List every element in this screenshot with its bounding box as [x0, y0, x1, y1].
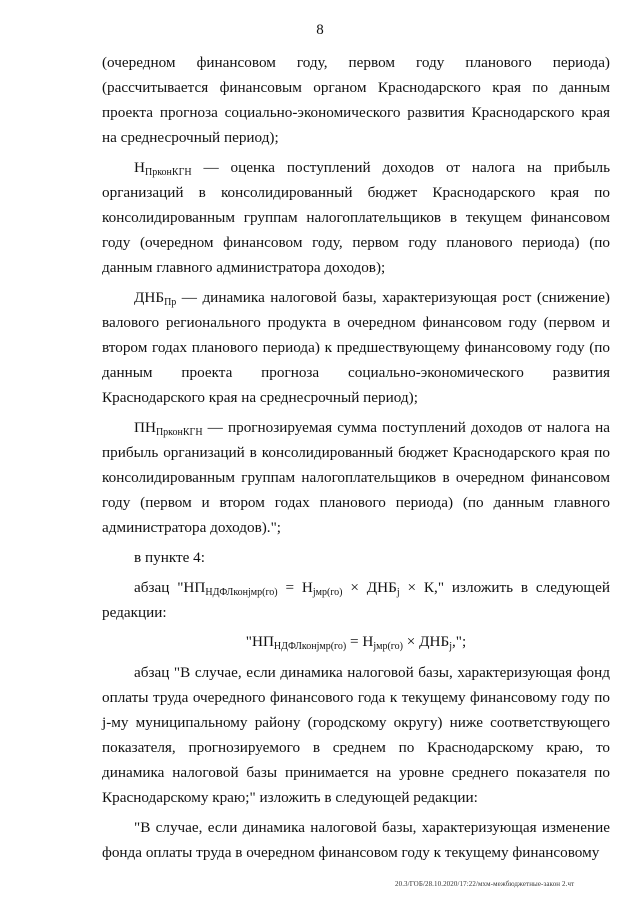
footer-file-path: 20.3/ГОБ/28.10.2020/17:22/мхм-межбюджетные-закон 2.чт [395, 880, 575, 888]
paragraph-1: (очередном финансовом году, первом году планового периода) (рассчитывается финансовым органом Краснодарского края по данным проекта прогноза социально-экономического развития Краснодарского края на среднесрочный период); [102, 54, 610, 146]
symbol: Н [134, 159, 145, 176]
paragraph-8: "В случае, если динамика налоговой базы, характеризующая изменение фонда оплаты труда в очередном финансовом году к текущему финансовому [102, 819, 610, 861]
text-part: абзац "НП [134, 579, 206, 596]
paragraph-4 [102, 415, 610, 540]
definition-text: — динамика налоговой базы, характеризующая рост (снижение) валового регионального продукта в очередном финансовом году (первом и втором годах планового периода) к предшествующему финансовому году (по данным проекта прогноза социально-экономического развития Краснодарского края на среднесрочный период); [102, 289, 610, 406]
subscript: j [449, 641, 452, 652]
symbol: ДНБ [134, 289, 165, 306]
paragraph-3 [102, 285, 610, 410]
text-part: ,"; [451, 633, 467, 650]
paragraph-2 [102, 155, 610, 280]
text-part: "НП [245, 633, 274, 650]
subscript: ПрконКГН [155, 427, 203, 438]
paragraph-5: в пункте 4: [134, 549, 205, 566]
page-number: 8 [316, 22, 324, 38]
text-part: × К," изложить в следующей редакции: [102, 579, 610, 621]
subscript: НДФЛконjмр(го) [273, 641, 347, 652]
subscript: Пр [164, 297, 177, 308]
text-part: = Н [277, 579, 313, 596]
text-part: × ДНБ [342, 579, 397, 596]
paragraph-6 [102, 575, 610, 625]
definition-text: — прогнозируемая сумма поступлений доходов от налога на прибыль организаций в консолидированный бюджет Краснодарского края по консолидированным группам налогоплательщиков в очередном финансовом году (первом и втором годах планового периода) (по данным главного администратора доходов)."; [102, 419, 610, 536]
subscript: j [396, 587, 400, 598]
document-body [102, 50, 610, 865]
symbol: ПН [134, 419, 156, 436]
subscript: НДФЛконjмр(го) [205, 587, 278, 598]
paragraph-7: абзац "В случае, если динамика налоговой базы, характеризующая фонд оплаты труда очередного финансового года к текущему финансовому году по j-му муниципальному району (городскому округу) ниже соответствующего показателя, прогнозируемого в среднем по Краснодарскому краю, то динамика налоговой базы принимается на уровне среднего показателя по Краснодарскому краю;" изложить в следующей редакции: [102, 664, 610, 806]
text-part: × ДНБ [402, 633, 450, 650]
subscript: jмр(го) [373, 641, 403, 652]
formula [102, 629, 610, 654]
definition-text: — оценка поступлений доходов от налога на прибыль организаций в консолидированный бюджет Краснодарского края по консолидированным группам налогоплательщиков в текущем финансовом году (очередном финансовом году, первом году планового периода) (по данным главного администратора доходов); [102, 159, 610, 276]
subscript: jмр(го) [312, 587, 343, 598]
text-part: = Н [346, 633, 374, 650]
subscript: ПрконКГН [144, 167, 192, 178]
